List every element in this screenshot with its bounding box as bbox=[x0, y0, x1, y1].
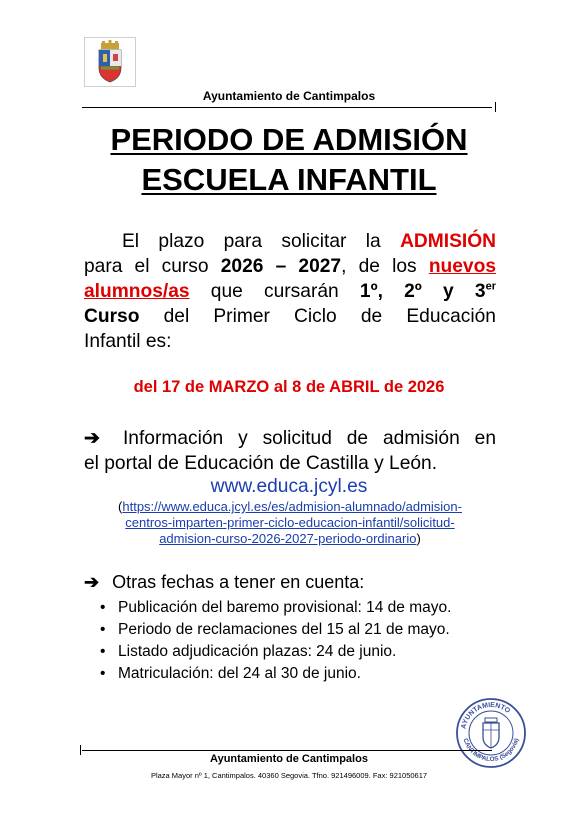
list-item: • Periodo de reclamaciones del 15 al 21 de mayo. bbox=[100, 619, 451, 641]
admission-highlight: ADMISIÓN bbox=[400, 231, 496, 252]
footer-divider bbox=[82, 750, 492, 751]
admission-url[interactable]: (https://www.educa.jcyl.es/es/admision-alumnado/admision- centros-imparten-primer-ciclo-educacion-infantil/solicitud- admision-curso-2026-2027-periodo-ordinario) bbox=[118, 499, 462, 546]
svg-text:CANTIMPALOS (Segovia): CANTIMPALOS (Segovia) bbox=[461, 737, 521, 764]
arrow-right-icon: ➔ bbox=[84, 572, 100, 592]
website-link[interactable]: www.educa.jcyl.es bbox=[210, 476, 368, 497]
intro-text: , de los bbox=[341, 256, 417, 277]
intro-text: El plazo para solicitar la bbox=[122, 231, 381, 252]
intro-paragraph bbox=[84, 229, 496, 354]
footer-org-name: Ayuntamiento de Cantimpalos bbox=[210, 753, 368, 765]
footer-address: Plaza Mayor nº 1, Cantimpalos. 40360 Segovia. Tfno. 921496009. Fax: 921050617 bbox=[150, 771, 428, 780]
intro-text: Infantil es: bbox=[84, 331, 172, 352]
header-divider bbox=[82, 107, 492, 108]
course-word: Curso bbox=[84, 306, 140, 327]
new-students-highlight: alumnos/as bbox=[84, 281, 190, 302]
intro-text: para el curso bbox=[84, 256, 209, 277]
admission-dates: del 17 de MARZO al 8 de ABRIL de 2026 bbox=[133, 378, 445, 396]
school-year: 2026 – 2027 bbox=[220, 256, 342, 277]
new-students-highlight: nuevos bbox=[428, 256, 496, 277]
other-dates-heading: ➔ Otras fechas a tener en cuenta: bbox=[84, 572, 365, 592]
coat-of-arms-logo bbox=[84, 37, 136, 87]
page-subtitle: ESCUELA INFANTIL bbox=[141, 162, 437, 197]
svg-text:AYUNTAMIENTO: AYUNTAMIENTO bbox=[460, 701, 512, 730]
info-paragraph bbox=[84, 426, 496, 476]
list-item: • Publicación del baremo provisional: 14 de mayo. bbox=[100, 597, 451, 619]
page-title: PERIODO DE ADMISIÓN bbox=[110, 122, 468, 157]
header-org-name: Ayuntamiento de Cantimpalos bbox=[202, 89, 376, 103]
list-item: • Matriculación: del 24 al 30 de junio. bbox=[100, 663, 451, 685]
info-text: el portal de Educación de Castilla y León. bbox=[84, 453, 438, 474]
intro-text: del Primer Ciclo de Educación bbox=[163, 306, 496, 327]
intro-text: que cursarán bbox=[210, 281, 339, 302]
list-item: • Listado adjudicación plazas: 24 de junio. bbox=[100, 641, 451, 663]
other-dates-list bbox=[100, 597, 451, 685]
course-levels: 1º, 2º y 3er bbox=[359, 280, 496, 302]
arrow-right-icon: ➔ bbox=[84, 428, 101, 449]
info-text: Información y solicitud de admisión en bbox=[122, 428, 496, 449]
